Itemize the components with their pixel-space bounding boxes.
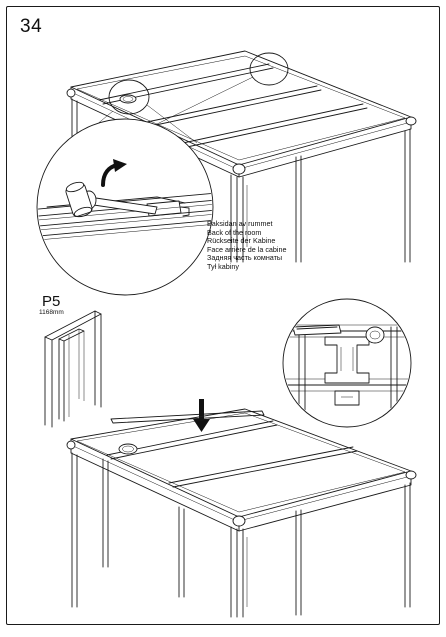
assembly-drawing-top [7, 7, 440, 625]
caption-line: Baksidan av rummet [207, 219, 273, 228]
profile-strip [111, 411, 264, 423]
caption-line: Tył kabiny [207, 261, 239, 271]
detail-circle-profile [277, 299, 417, 427]
caption-line: Задняя часть комнаты [207, 253, 283, 263]
cabin-roof-bottom [67, 409, 416, 531]
detail-circle-top [27, 119, 217, 295]
instruction-page [6, 6, 440, 625]
cabin-posts-bottom [72, 453, 410, 617]
profile-part-p5 [45, 311, 101, 427]
caption-line: Rückseite der Kabine [207, 236, 276, 246]
orientation-caption [207, 220, 287, 272]
step-number: 34 [20, 16, 43, 37]
caption-line: Back of the room [207, 227, 262, 237]
part-length-label: 1168mm [39, 309, 64, 316]
part-code-label: P5 [42, 293, 61, 310]
caption-line: Face arrière de la cabine [207, 244, 287, 254]
